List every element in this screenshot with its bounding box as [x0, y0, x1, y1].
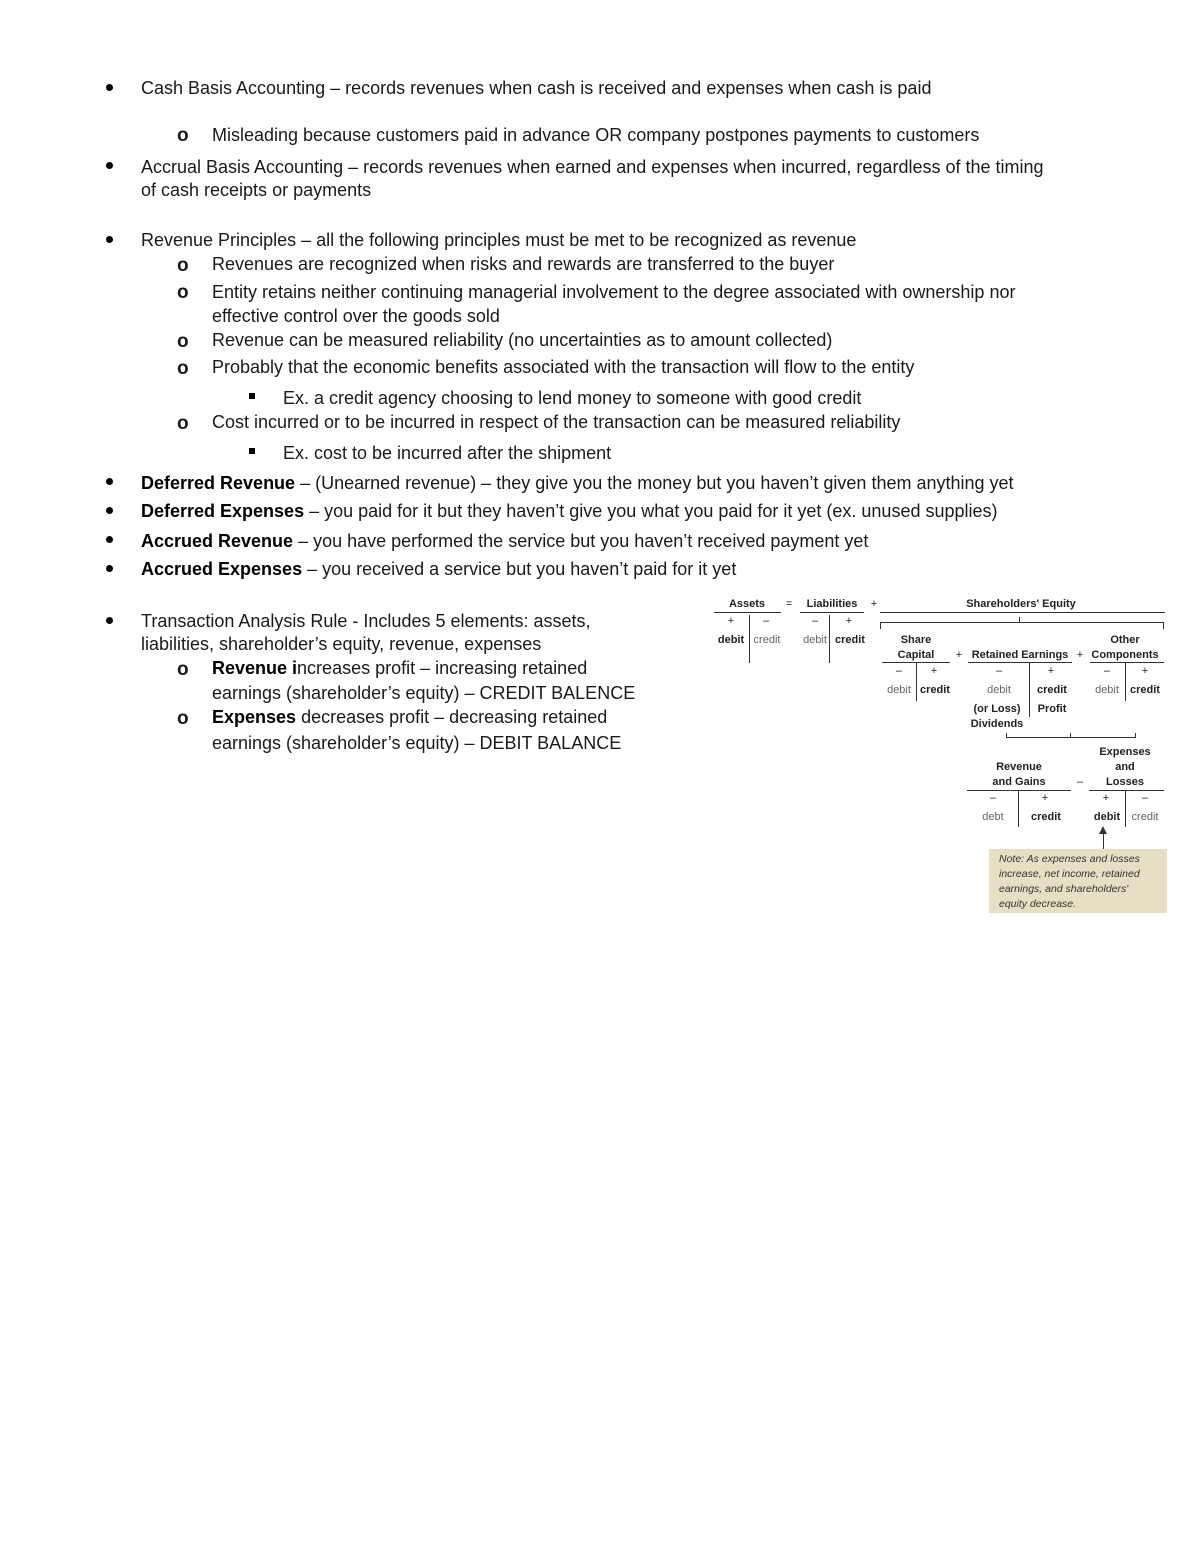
components-label: Components: [1091, 649, 1159, 661]
retained-underline: [968, 662, 1072, 663]
plus-other: +: [1076, 649, 1084, 661]
share-credit: credit: [920, 684, 950, 696]
transaction-line-1: Transaction Analysis Rule - Includes 5 elements: assets,: [141, 611, 591, 631]
rev-credit: credit: [1031, 811, 1061, 823]
revenue-label: Revenue: [996, 761, 1042, 773]
bullet: [106, 84, 113, 91]
oc-t-divider: [1125, 663, 1126, 701]
term-label: Accrued Revenue: [141, 531, 294, 551]
equity-brace: [880, 622, 1164, 623]
expense-rule-text: decreases profit – decreasing retained: [296, 707, 608, 727]
bullet: [106, 162, 113, 169]
principle-1: Revenues are recognized when risks and rewards are transferred to the buyer: [212, 254, 835, 274]
exp-debit: debit: [1093, 811, 1121, 823]
losses-label: Losses: [1106, 776, 1144, 788]
rev-debit: debt: [982, 811, 1004, 823]
principle-5: Cost incurred or to be incurred in respect of the transaction can be measured reliability: [212, 412, 901, 432]
share-label: Share: [900, 634, 932, 646]
equity-underline: [880, 612, 1165, 613]
assets-credit: credit: [753, 634, 781, 646]
liabilities-plus: +: [845, 615, 853, 627]
revenue-underline: [967, 790, 1071, 791]
principle-3: Revenue can be measured reliability (no uncertainties as to amount collected): [212, 330, 833, 350]
shareholders-equity-heading: Shareholders' Equity: [966, 598, 1076, 610]
plus-sign: +: [870, 598, 878, 610]
expense-rule-label: Expenses: [212, 707, 297, 727]
term-accrued-revenue: [141, 530, 868, 553]
square-bullet: [249, 393, 255, 399]
square-bullet: [249, 448, 255, 454]
principle-4-example: Ex. a credit agency choosing to lend money to someone with good credit: [283, 388, 862, 408]
retained-earnings-label: Retained Earnings: [971, 649, 1069, 661]
or-loss-label: (or Loss): [973, 703, 1021, 715]
oc-plus: +: [1141, 665, 1149, 677]
share-minus: –: [895, 665, 903, 677]
assets-t-divider: [749, 615, 750, 663]
exp-t-divider: [1125, 791, 1126, 827]
cash-basis-text: Cash Basis Accounting – records revenues when cash is received and expenses when cash is paid: [141, 78, 932, 98]
re-t-divider: [1029, 663, 1030, 717]
rev-t-divider: [1018, 791, 1019, 827]
assets-heading: Assets: [728, 598, 766, 610]
plus-retained: +: [955, 649, 963, 661]
term-description: – you received a service but you haven’t paid for it yet: [302, 559, 737, 579]
share-t-divider: [916, 663, 917, 701]
principle-5-example: Ex. cost to be incurred after the shipment: [283, 443, 612, 463]
liabilities-heading: Liabilities: [806, 598, 858, 610]
sub-bullet: o: [177, 708, 189, 729]
re-credit: credit: [1037, 684, 1067, 696]
re-plus: +: [1047, 665, 1055, 677]
assets-plus: +: [727, 615, 735, 627]
revenue-principles-intro: Revenue Principles – all the following principles must be met to be recognized as revenue: [141, 230, 857, 250]
liabilities-minus: –: [811, 615, 819, 627]
liabilities-debit: debit: [803, 634, 827, 646]
term-deferred-revenue: [141, 472, 1014, 495]
share-plus: +: [930, 665, 938, 677]
term-label: Deferred Revenue: [141, 473, 296, 493]
liabilities-credit: credit: [835, 634, 865, 646]
term-deferred-expenses: [141, 500, 998, 523]
re-debit: debit: [987, 684, 1011, 696]
bullet: [106, 565, 113, 572]
arrow-shaft: [1103, 832, 1104, 850]
bullet: [106, 507, 113, 514]
principle-2-line-2: effective control over the goods sold: [212, 306, 500, 326]
equity-brace-right: [1163, 622, 1164, 629]
term-description: – (Unearned revenue) – they give you the money but you haven’t given them anything yet: [295, 473, 1014, 493]
liabilities-underline: [800, 612, 864, 613]
transaction-line-2: liabilities, shareholder’s equity, revenue, expenses: [141, 634, 542, 654]
liabilities-t-divider: [829, 615, 830, 663]
exp-plus: +: [1102, 792, 1110, 804]
sub-bullet: o: [177, 282, 189, 303]
revenue-rule-label: Revenue i: [212, 658, 298, 678]
sub-bullet: o: [177, 659, 189, 680]
term-description: – you paid for it but they haven’t give you what you paid for it yet (ex. unused supplies): [304, 501, 998, 521]
and-gains-label: and Gains: [992, 776, 1046, 788]
expenses-underline: [1089, 790, 1164, 791]
revenue-rule-text: ncreases profit – increasing retained: [297, 658, 588, 678]
oc-debit: debit: [1095, 684, 1119, 696]
capital-label: Capital: [897, 649, 935, 661]
minus-between: –: [1076, 776, 1084, 788]
share-debit: debit: [887, 684, 911, 696]
expense-rule-line-1: [212, 706, 607, 729]
profit-label: Profit: [1037, 703, 1067, 715]
sub-bullet: o: [177, 255, 189, 276]
cash-basis-sub: Misleading because customers paid in advance OR company postpones payments to customers: [212, 125, 980, 145]
lower-brace: [1006, 737, 1136, 738]
bullet: [106, 617, 113, 624]
sub-bullet: o: [177, 358, 189, 379]
sub-bullet: o: [177, 413, 189, 434]
principle-2-line-1: Entity retains neither continuing managerial involvement to the degree associated with ownership nor: [212, 282, 1016, 302]
expense-rule-line-2: earnings (shareholder’s equity) – DEBIT BALANCE: [212, 733, 622, 753]
diagram-note: Note: As expenses and losses increase, net income, retained earnings, and shareholders' equity decrease.: [989, 849, 1167, 913]
oc-credit: credit: [1130, 684, 1160, 696]
assets-underline: [714, 612, 781, 613]
accrual-line-1: Accrual Basis Accounting – records revenues when earned and expenses when incurred, regardless of the timing: [141, 157, 1044, 177]
equity-brace-tip: [1019, 617, 1020, 623]
assets-debit: debit: [717, 634, 745, 646]
expenses-label: Expenses: [1099, 746, 1151, 758]
exp-credit: credit: [1131, 811, 1159, 823]
rev-minus: –: [989, 792, 997, 804]
lower-brace-tip: [1070, 733, 1071, 738]
sub-bullet: o: [177, 331, 189, 352]
lower-brace-left: [1006, 733, 1007, 738]
term-description: – you have performed the service but you haven’t received payment yet: [293, 531, 869, 551]
rev-plus: +: [1041, 792, 1049, 804]
oc-minus: –: [1103, 665, 1111, 677]
principle-4: Probably that the economic benefits associated with the transaction will flow to the entity: [212, 357, 915, 377]
revenue-rule-line-1: [212, 657, 587, 680]
bullet: [106, 478, 113, 485]
assets-minus: –: [762, 615, 770, 627]
lower-brace-right: [1135, 733, 1136, 738]
dividends-label: Dividends: [970, 718, 1024, 730]
exp-minus: –: [1141, 792, 1149, 804]
bullet: [106, 536, 113, 543]
re-minus: –: [995, 665, 1003, 677]
and-label: and: [1115, 761, 1135, 773]
term-label: Deferred Expenses: [141, 501, 305, 521]
sub-bullet: o: [177, 125, 189, 146]
term-label: Accrued Expenses: [141, 559, 303, 579]
accrual-line-2: of cash receipts or payments: [141, 180, 372, 200]
revenue-rule-line-2: earnings (shareholder’s equity) – CREDIT BALENCE: [212, 683, 636, 703]
equals-sign: =: [785, 598, 793, 610]
other-underline: [1090, 662, 1164, 663]
equity-brace-left: [880, 622, 881, 629]
bullet: [106, 236, 113, 243]
term-accrued-expenses: [141, 558, 736, 581]
other-label: Other: [1110, 634, 1140, 646]
